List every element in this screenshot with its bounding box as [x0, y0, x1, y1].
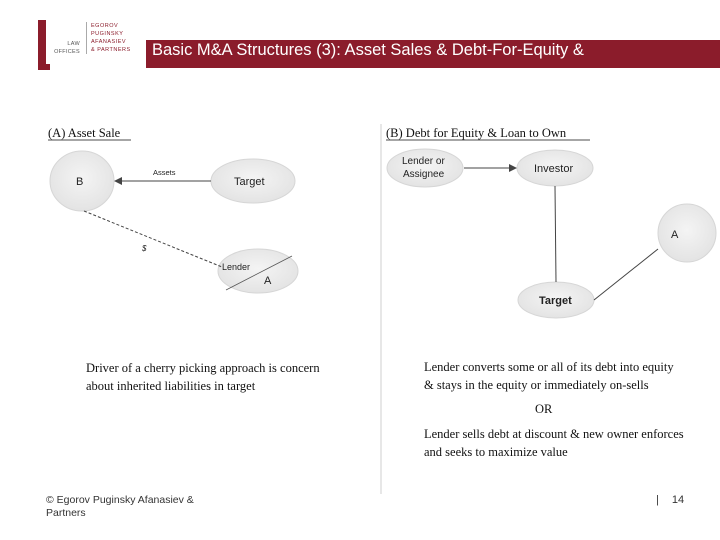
logo-left-text: [54, 40, 80, 56]
page-number: 14: [671, 494, 685, 506]
node-a-b: [658, 204, 716, 262]
panel-b-description-line: Lender converts some or all of its debt into equity: [424, 360, 674, 374]
logo-right-text: [86, 22, 131, 54]
logo-right-line: PUGINSKY: [91, 31, 124, 37]
footer-copyright-line: © Egorov Puginsky Afanasiev &: [46, 494, 194, 506]
footer-page: [656, 494, 684, 506]
node-b-label: B: [76, 176, 84, 188]
node-a-label: A: [264, 275, 272, 287]
panel-a-caption: (A) Asset Sale: [48, 126, 121, 140]
edge-investor-target: [555, 186, 556, 282]
node-target-b-label: Target: [539, 295, 572, 307]
logo-right-line: & PARTNERS: [91, 47, 131, 53]
node-lender-assignee: [387, 149, 463, 187]
panel-b-description-line: and seeks to maximize value: [424, 445, 568, 459]
node-lender-assignee-line: Lender or: [402, 156, 445, 167]
page-separator: |: [656, 494, 659, 506]
node-target-a-label: Target: [234, 176, 265, 188]
panel-b-description-line: Lender sells debt at discount & new owner enforces: [424, 427, 684, 441]
logo-left-line: LAW: [67, 41, 80, 47]
edge-assets-label: Assets: [153, 168, 176, 177]
edge-dollar-label: $: [142, 244, 147, 253]
logo-mark-foot: [38, 64, 50, 70]
node-a-b-label: A: [671, 229, 679, 241]
panel-a-description-line: Driver of a cherry picking approach is concern: [86, 361, 320, 375]
node-investor-label: Investor: [534, 163, 574, 175]
company-logo: [36, 18, 146, 74]
footer-copyright-line: Partners: [46, 507, 86, 519]
or-label: OR: [535, 402, 553, 416]
slide-title: Basic M&A Structures (3): Asset Sales & Debt-For-Equity &: [152, 41, 584, 59]
logo-left-line: OFFICES: [54, 49, 80, 55]
footer-copyright: [46, 494, 226, 520]
panel-a-description-line: about inherited liabilities in target: [86, 379, 256, 393]
edge-dollar: [84, 211, 222, 267]
node-lender-label: Lender: [222, 262, 251, 272]
logo-mark: [38, 20, 46, 70]
node-lender-assignee-line: Assignee: [403, 169, 445, 180]
edge-a-target: [594, 249, 658, 300]
panel-b-caption: (B) Debt for Equity & Loan to Own: [386, 126, 567, 140]
logo-right-line: AFANASIEV: [91, 39, 127, 45]
panel-b-description-line: & stays in the equity or immediately on-sells: [424, 378, 649, 392]
logo-right-line: EGOROV: [91, 23, 119, 29]
diagram: [36, 118, 720, 498]
